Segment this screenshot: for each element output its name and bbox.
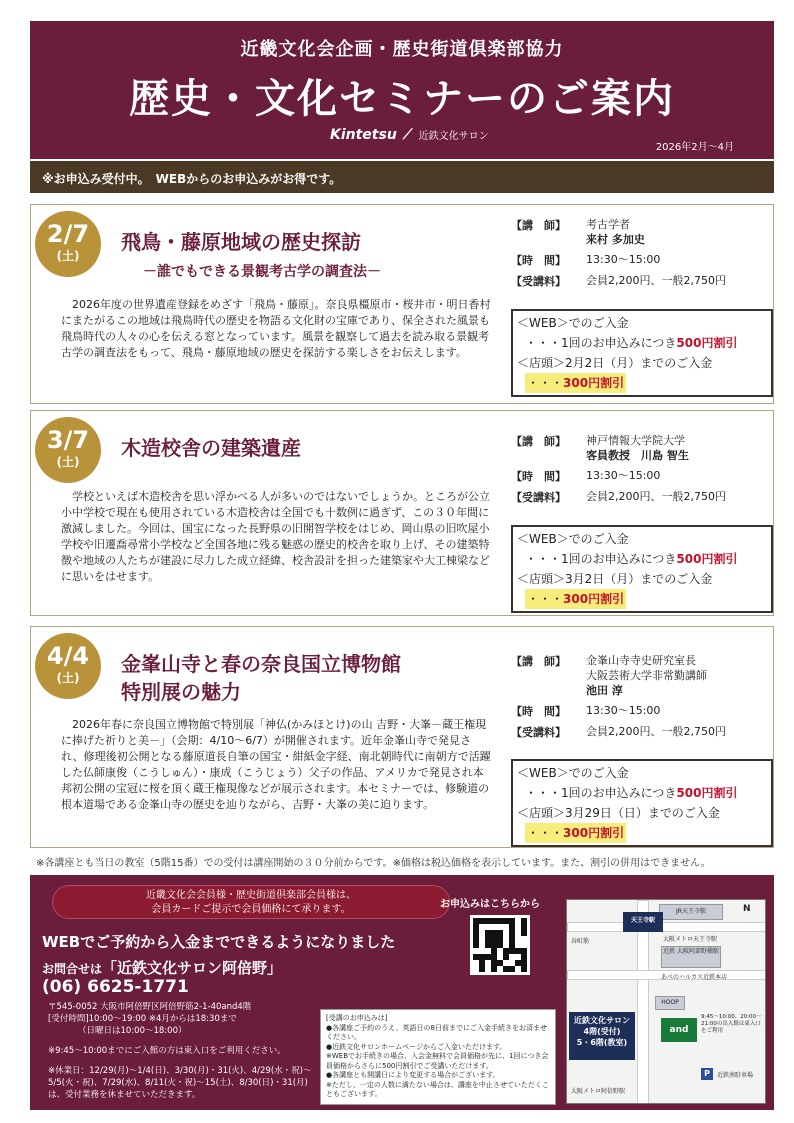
contact-prefix: お問合せは [42, 962, 103, 976]
notes-4: ●各講座とも開講日により変更する場合がございます。 [326, 1071, 500, 1079]
notice-bar: ※お申込み受付中。 WEBからのお申込みがお得です。 [30, 161, 774, 193]
lecture-description: 2026年度の世界遺産登録をめざす「飛鳥・藤原」。奈良県橿原市・桜井市・明日香村にまたがるこの地域は飛鳥時代の歴史を物語る文化財の宝庫であり、保全された風景も飛鳥時代の人々の心を伝える窓となっています。風景を観察して過去を読み取る景観考古学の調査法をもって、飛鳥・藤原地域の歴史を探訪する楽しさをお伝えします。 [61, 298, 491, 359]
map-metro: 大阪メトロ天王寺駅 [663, 936, 718, 943]
page-title: 歴史・文化セミナーのご案内 [129, 76, 675, 122]
footer [30, 875, 774, 1110]
map-jr-station: JR天王寺駅 [659, 904, 723, 920]
web-discount: 500円割引 [676, 336, 738, 350]
logo-text: Kintetsu [330, 127, 397, 143]
day: (土) [56, 249, 80, 263]
store-detail: ・・・ [527, 376, 564, 390]
map-parking: 近鉄南駐車場 [717, 1072, 754, 1079]
contact-name: 「近鉄文化サロン阿倍野」 [102, 959, 283, 977]
application-notes [320, 1009, 556, 1105]
header-subtitle: 近畿文化会企画・歴史街道倶楽部協力 [240, 39, 564, 60]
address: 〒545-0052 大阪市阿倍野区阿倍野筋2-1-40and4階 [48, 1002, 252, 1012]
fee: 会員2,200円、一般2,750円 [586, 274, 726, 287]
web-discount: 500円割引 [676, 552, 738, 566]
qr-code-icon [473, 918, 527, 972]
hours-sun: （日曜日は10:00～18:00） [78, 1026, 187, 1036]
map-street: 谷町筋 [571, 938, 590, 945]
fee: 会員2,200円、一般2,750円 [586, 490, 726, 503]
lecturer-label: 【講 師】 [511, 219, 566, 232]
lecture-subtitle: 特別展の魅力 [121, 680, 241, 704]
lecture-info [511, 217, 769, 294]
store-discount: 300円割引 [563, 376, 625, 390]
map-salon [569, 1012, 635, 1060]
lecture-description: 2026年春に奈良国立博物館で特別展「神仏(かみほとけ)の山 吉野・大峯－蔵王権現に捧げた祈りと美－」（会期：4/10～6/7）が開催されます。近年金峯山寺で発見され、修理後初公開となる藤原道長自筆の国宝・紺紙金字経、南北朝時代に南朝方で活躍した仏師康俊（こうしゅん）・康成（こうじょう）父子の作品、アメリカで発見され本邦初公開の宝冠に桜を頂く蔵王権現像などが展示されます。本セミナーでは、修験道の根本道場である金峯山寺の歴史を辿りながら、吉野・大峯の美に迫ります。 [61, 718, 491, 811]
store-discount: 300円割引 [563, 592, 625, 606]
lecturer-role: 神戸情報大学院大学 [586, 434, 685, 447]
lecture-subtitle: －誰でもできる景観考古学の調査法－ [143, 264, 381, 280]
lecturer-label: 【講 師】 [511, 435, 566, 448]
web-detail: ・・・1回のお申込みにつき [525, 552, 677, 566]
parking-icon: P [701, 1068, 713, 1080]
time-label: 【時 間】 [511, 470, 566, 483]
fee-label: 【受講料】 [511, 491, 566, 504]
map-tennoji: 天王寺駅 [623, 912, 663, 932]
store-detail: ・・・ [527, 592, 564, 606]
early-entry: ※9:45～10:00までにご入館の方は東入口をご利用ください。 [48, 1046, 286, 1056]
day: (土) [56, 671, 80, 685]
date: 3/7 [46, 426, 90, 454]
lecturer-role2: 大阪芸術大学非常勤講師 [586, 669, 707, 682]
term: 2026年2月～4月 [655, 142, 734, 153]
lecture-title: 金峯山寺と春の奈良国立博物館 [121, 652, 401, 676]
member-note-2: 会員カードご提示で会員価格にて承ります。 [151, 904, 351, 915]
discount-box [511, 309, 773, 397]
lecture-title: 飛鳥・藤原地域の歴史探訪 [121, 230, 361, 254]
north-icon: N [743, 904, 751, 914]
qr-code[interactable] [470, 915, 530, 975]
web-detail: ・・・1回のお申込みにつき [525, 336, 677, 350]
store-detail: ・・・ [527, 826, 564, 840]
date-badge [35, 211, 101, 277]
time: 13:30～15:00 [586, 253, 661, 266]
store-head: ＜店頭＞3月29日（日）までのご入金 [517, 806, 720, 820]
map-abeno-metro: 大阪メトロ阿倍野駅 [571, 1088, 626, 1095]
map-salon-floor2: 5・6階(教室) [576, 1038, 628, 1047]
web-line: WEBでご予約から入金までできるようになりました [42, 933, 396, 951]
lecture-info [511, 653, 769, 745]
lecture-card-2 [30, 410, 774, 616]
web-head: ＜WEB＞でのご入金 [517, 766, 629, 780]
header-banner [30, 21, 774, 159]
map-salon-floor: 4階(受付) [583, 1027, 621, 1036]
web-head: ＜WEB＞でのご入金 [517, 316, 629, 330]
lecture-title: 木造校舎の建築遺産 [121, 436, 301, 460]
member-note-1: 近畿文化会会員様・歴史街道倶楽部会員様は、 [146, 890, 356, 901]
web-head: ＜WEB＞でのご入金 [517, 532, 629, 546]
notes-5: ※ただし、一定の人数に満たない場合は、講座を中止させていただくこともございます。 [326, 1080, 549, 1098]
holidays: ※休業日：12/29(月)～1/4(日)、3/30(月)・31(火)、4/29(水・祝)～5/5(火・祝)、7/29(水)、8/11(火・祝)～15(土)、8/30(日)・31(月)は、受付業務を休ませていただきます。 [48, 1066, 312, 1100]
lecturer-label: 【講 師】 [511, 655, 566, 668]
store-head: ＜店頭＞2月2日（月）までのご入金 [517, 356, 713, 370]
qr-cell [521, 966, 527, 972]
kintetsu-logo [330, 127, 489, 143]
date: 2/7 [46, 220, 90, 248]
store-head: ＜店頭＞3月2日（月）までのご入金 [517, 572, 713, 586]
time-label: 【時 間】 [511, 705, 566, 718]
contact [42, 957, 282, 978]
map-kintetsu: 近鉄 大阪阿部野橋駅 [661, 946, 721, 968]
footnote: ※各講座とも当日の教室（5階15番）での受付は講座開始の３０分前からです。※価格は税込価格を表示しています。また、割引の併用はできません。 [36, 858, 711, 869]
date-badge [35, 417, 101, 483]
map-harukas: あべのハルカス近鉄本店 [661, 974, 728, 981]
fee-label: 【受講料】 [511, 275, 566, 288]
notes-2: ●近鉄文化サロンホームページからご入金いただけます。 [326, 1042, 507, 1051]
date: 4/4 [46, 642, 90, 670]
fee: 会員2,200円、一般2,750円 [586, 725, 726, 738]
store-discount: 300円割引 [563, 826, 625, 840]
discount-box [511, 759, 773, 847]
member-note [52, 885, 450, 919]
lecturer-role: 考古学者 [586, 218, 630, 231]
day: (土) [56, 455, 80, 469]
lecturer-name: 池田 淳 [586, 684, 623, 697]
logo-mark-icon: ⟋ [402, 127, 413, 143]
time-label: 【時 間】 [511, 254, 566, 267]
notes-3: ※WEBでお手続きの場合、入会金無料で会員価格が先に、1回につき会員価格からさらに500円割引でご受講いただけます。 [326, 1052, 549, 1070]
phone-number[interactable]: (06) 6625-1771 [42, 977, 189, 997]
web-detail: ・・・1回のお申込みにつき [525, 786, 677, 800]
map-road [567, 922, 766, 932]
discount-box [511, 525, 773, 613]
map-hoop: HOOP [655, 996, 685, 1010]
map-salon-label: 近鉄文化サロン [574, 1016, 630, 1025]
lecturer-name: 来村 多加史 [586, 233, 645, 246]
access-map [566, 899, 766, 1104]
apply-here: お申込みはこちらから [440, 899, 540, 910]
hours: [受付時間]10:00～19:00 ※4月からは18:30まで [48, 1014, 237, 1024]
logo-salon: 近鉄文化サロン [418, 131, 489, 142]
notes-title: [受講のお申込みは] [326, 1014, 388, 1022]
time: 13:30～15:00 [586, 704, 661, 717]
address-block [48, 1001, 318, 1101]
lecture-card-1 [30, 204, 774, 404]
web-discount: 500円割引 [676, 786, 738, 800]
lecture-card-3 [30, 626, 774, 848]
map-and-building: and [661, 1018, 697, 1042]
lecturer-name: 客員教授 川島 智生 [586, 449, 689, 462]
notes-1: ●各講座ご予約のうえ、英語日の8日前までにご入金手続きをお済ませください。 [326, 1023, 547, 1041]
date-badge [35, 633, 101, 699]
map-entrance-note: 9:45～10:00、20:00～21:00の出入館は東入口をご利用 [701, 1014, 762, 1034]
lecture-info [511, 433, 769, 510]
fee-label: 【受講料】 [511, 726, 566, 739]
time: 13:30～15:00 [586, 469, 661, 482]
lecture-description: 学校といえば木造校舎を思い浮かべる人が多いのではないでしょうか。ところが公立小中学校で現在も使用されている木造校舎は全国でも十数例に過ぎず、この３０年間に激減しました。今回は、国宝になった長野県の旧開智学校をはじめ、岡山県の旧吹屋小学校や旧遷喬尋常小学校など全国各地に残る魅惑の歴史的校舎を取り上げ、その建築特徴や地域の人たちが建設に尽力した成立経緯、校舎設計を担った建築家や大工棟梁などに思いをはせます。 [61, 490, 490, 583]
lecturer-role: 金峯山寺寺史研究室長 [586, 654, 696, 667]
